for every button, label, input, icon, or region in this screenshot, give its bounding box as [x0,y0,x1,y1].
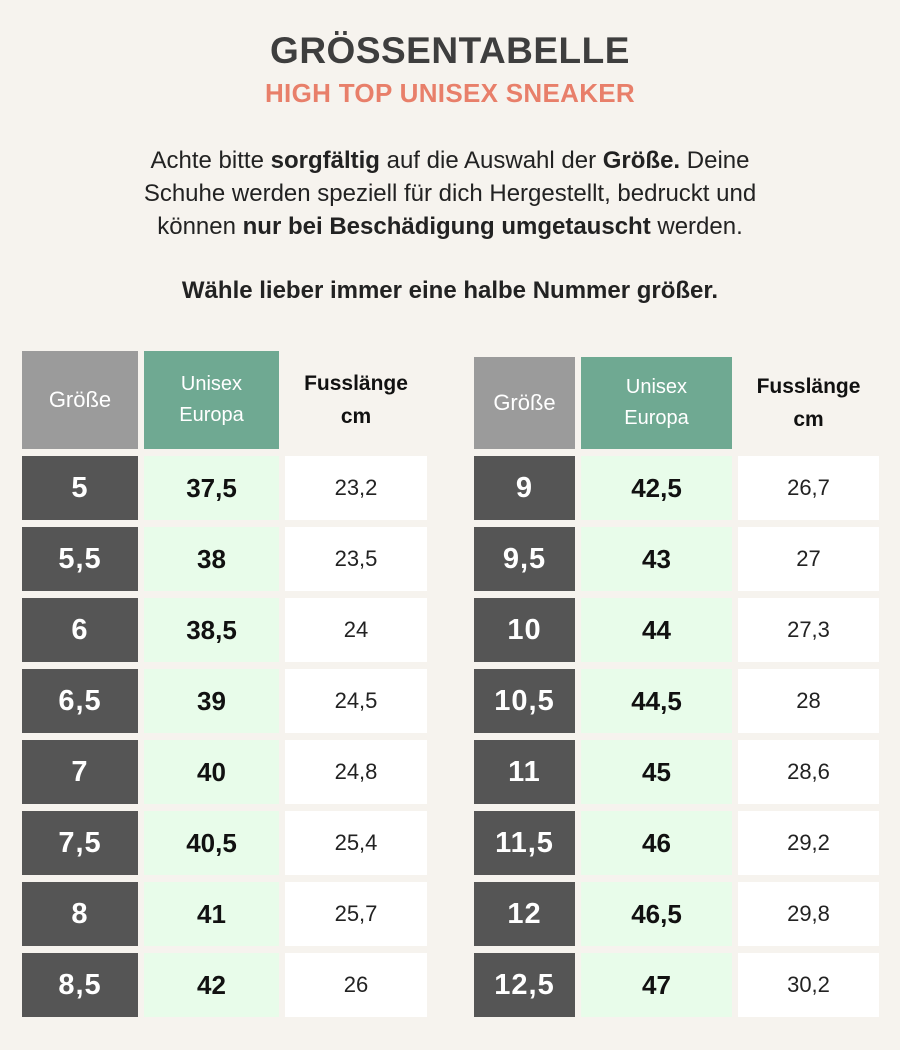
eu-size-cell: 38,5 [144,598,279,662]
size-cell: 12 [474,882,575,946]
intro-emphasis: sorgfältig [270,147,380,174]
header-eu-line-1: Unisex [180,373,243,395]
header-size: Größe [22,351,138,449]
intro-text-segment: werden. [650,213,743,240]
foot-length-cell: 26,7 [738,456,879,520]
foot-length-cell: 25,7 [285,882,427,946]
foot-length-cell: 24,5 [285,669,427,733]
size-cell: 6 [22,598,138,662]
size-cell: 8 [22,882,138,946]
foot-length-cell: 23,5 [285,527,427,591]
size-cell: 6,5 [22,669,138,733]
eu-size-cell: 44 [581,598,732,662]
foot-length-cell: 24,8 [285,740,427,804]
page-title: GRÖSSENTABELLE [270,30,630,71]
intro-text-segment: Achte bitte [150,147,271,174]
eu-size-cell: 37,5 [144,456,279,520]
eu-size-cell: 38 [144,527,279,591]
foot-length-cell: 27 [738,527,879,591]
header-foot-line-2: cm [793,408,824,431]
header-eu-line-2: Europa [624,407,689,429]
eu-size-cell: 39 [144,669,279,733]
eu-size-cell: 40,5 [144,811,279,875]
size-cell: 11 [474,740,575,804]
eu-size-cell: 42,5 [581,456,732,520]
size-hint: Wähle lieber immer eine halbe Nummer größer. [181,277,719,304]
header-unisex-europa [144,351,279,449]
header-foot-line-1: Fusslänge [304,372,408,395]
size-cell: 12,5 [474,953,575,1017]
header-eu-line-1: Unisex [625,376,688,398]
foot-length-cell: 26 [285,953,427,1017]
intro-line-3 [60,210,840,243]
size-cell: 5,5 [22,527,138,591]
size-cell: 11,5 [474,811,575,875]
size-cell: 7 [22,740,138,804]
foot-length-cell: 30,2 [738,953,879,1017]
foot-length-cell: 23,2 [285,456,427,520]
size-cell: 10 [474,598,575,662]
size-cell: 9,5 [474,527,575,591]
intro-text-segment: Deine [680,147,750,174]
foot-length-cell: 28,6 [738,740,879,804]
size-cell: 8,5 [22,953,138,1017]
eu-size-cell: 42 [144,953,279,1017]
eu-size-cell: 47 [581,953,732,1017]
intro-emphasis: nur bei Beschädigung umgetauscht [242,213,651,240]
size-cell: 9 [474,456,575,520]
eu-size-cell: 43 [581,527,732,591]
foot-length-cell: 27,3 [738,598,879,662]
header-foot-length [738,357,879,449]
page-subtitle: HIGH TOP UNISEX SNEAKER [264,78,635,108]
header-foot-length [285,351,427,449]
header-size: Größe [474,357,575,449]
header-foot-line-2: cm [340,405,372,428]
intro-text [60,144,840,243]
intro-line-1 [60,144,840,177]
intro-text-segment: können [157,213,243,240]
header-eu-line-2: Europa [179,404,244,426]
size-cell: 5 [22,456,138,520]
intro-emphasis: Größe. [602,147,681,174]
foot-length-cell: 24 [285,598,427,662]
header-unisex-europa [581,357,732,449]
header-foot-line-1: Fusslänge [756,375,861,398]
eu-size-cell: 40 [144,740,279,804]
size-cell: 10,5 [474,669,575,733]
foot-length-cell: 25,4 [285,811,427,875]
foot-length-cell: 29,2 [738,811,879,875]
eu-size-cell: 44,5 [581,669,732,733]
intro-text-segment: auf die Auswahl der [379,147,603,174]
foot-length-cell: 28 [738,669,879,733]
foot-length-cell: 29,8 [738,882,879,946]
eu-size-cell: 41 [144,882,279,946]
eu-size-cell: 46 [581,811,732,875]
size-cell: 7,5 [22,811,138,875]
eu-size-cell: 45 [581,740,732,804]
eu-size-cell: 46,5 [581,882,732,946]
intro-line-2: Schuhe werden speziell für dich Hergestellt, bedruckt und [143,180,757,207]
